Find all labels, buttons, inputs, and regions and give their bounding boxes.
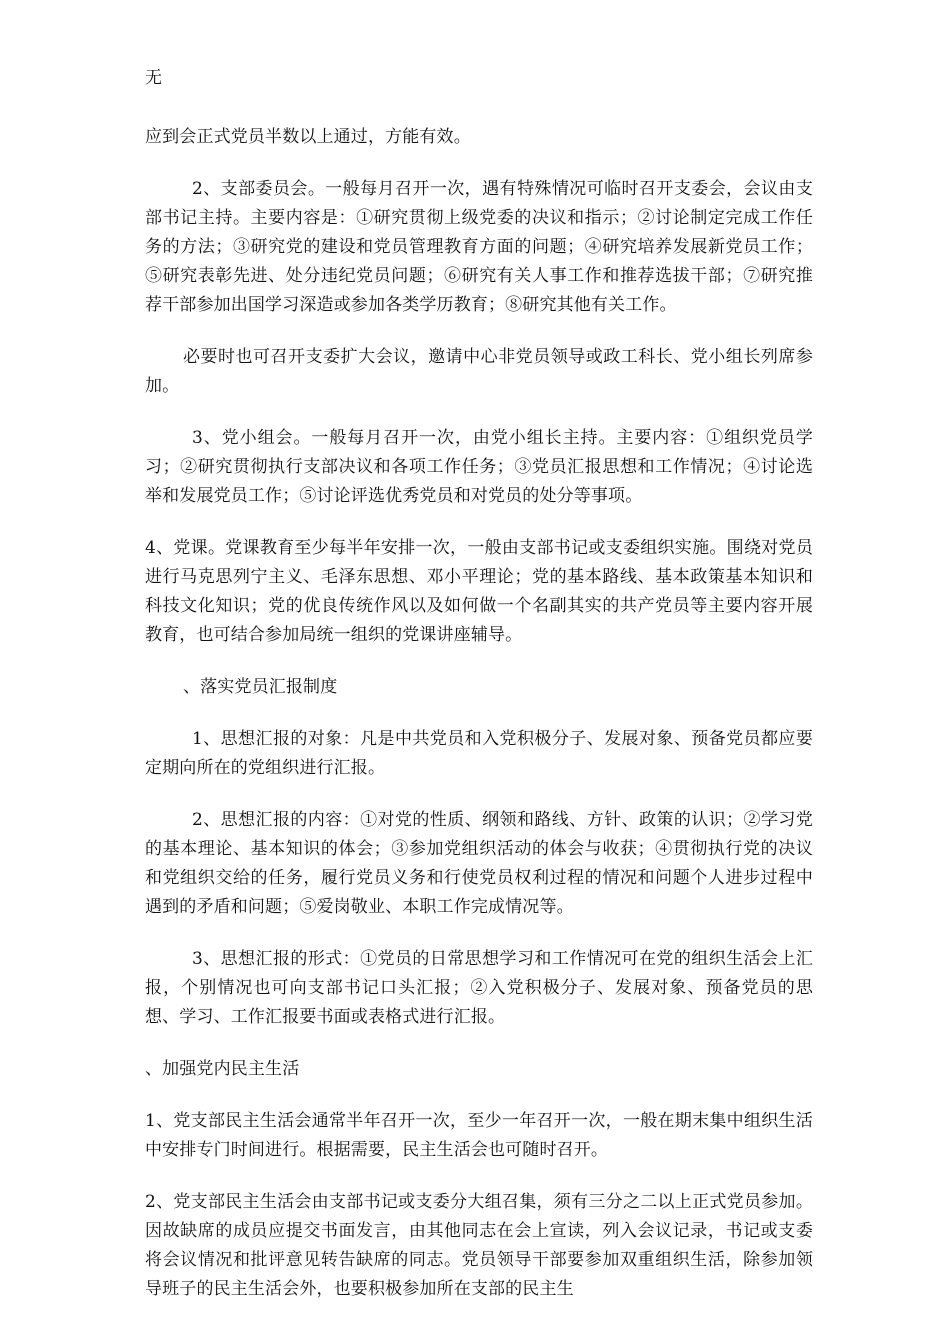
section-heading-report-system: 、落实党员汇报制度 — [183, 677, 338, 697]
paragraph-party-lecture: 4、党课。党课教育至少每半年安排一次，一般由支部书记或支委组织实施。围绕对党员进行马克思列宁主义、毛泽东思想、邓小平理论；党的基本路线、基本政策基本知识和科技文化知识；党的优良传统作风以及如何做一个名副其实的共产党员等主要内容开展教育，也可结合参加局统一组织的党课讲座辅导。 — [145, 538, 813, 645]
paragraph-report-content: 2、思想汇报的内容：①对党的性质、纲领和路线、方针、政策的认识；②学习党的基本理论、基本知识的体会；③参加党组织活动的体会与收获；④贯彻执行党的决议和党组织交给的任务，履行党员义务和行使党员权利过程的情况和问题个人进步过程中遇到的矛盾和问题；⑤爱岗敬业、本职工作完成情况等。 — [145, 810, 813, 917]
page-header-mark: 无 — [145, 68, 162, 88]
paragraph-continuation: 应到会正式党员半数以上通过，方能有效。 — [145, 127, 471, 147]
document-body — [145, 123, 813, 1327]
section-heading-democratic-life: 、加强党内民主生活 — [145, 1059, 300, 1079]
paragraph-enlarged-meeting: 必要时也可召开支委扩大会议，邀请中心非党员领导或政工科长、党小组长列席参加。 — [145, 347, 813, 396]
paragraph-democratic-life-organization: 2、党支部民主生活会由支部书记或支委分大组召集，须有三分之二以上正式党员参加。因故缺席的成员应提交书面发言，由其他同志在会上宣读，列入会议记录，书记或支委将会议情况和批评意见转告缺席的同志。党员领导干部要参加双重组织生活，除参加领导班子的民主生活会外，也要积极参加所在支部的民主生 — [145, 1192, 813, 1299]
paragraph-report-targets: 1、思想汇报的对象：凡是中共党员和入党积极分子、发展对象、预备党员都应要定期向所在的党组织进行汇报。 — [145, 729, 813, 778]
paragraph-report-forms: 3、思想汇报的形式：①党员的日常思想学习和工作情况可在党的组织生活会上汇报，个别情况也可向支部书记口头汇报；②入党积极分子、发展对象、预备党员的思想、学习、工作汇报要书面或表格式进行汇报。 — [145, 949, 813, 1027]
paragraph-party-group-meeting: 3、党小组会。一般每月召开一次，由党小组长主持。主要内容：①组织党员学习；②研究贯彻执行支部决议和各项工作任务；③党员汇报思想和工作情况；④讨论选举和发展党员工作；⑤讨论评选优秀党员和对党员的处分等事项。 — [145, 428, 813, 506]
paragraph-democratic-life-frequency: 1、党支部民主生活会通常半年召开一次，至少一年召开一次，一般在期末集中组织生活中安排专门时间进行。根据需要，民主生活会也可随时召开。 — [145, 1111, 813, 1160]
paragraph-branch-committee: 2、支部委员会。一般每月召开一次，遇有特殊情况可临时召开支委会，会议由支部书记主持。主要内容是：①研究贯彻上级党委的决议和指示；②讨论制定完成工作任务的方法；③研究党的建设和党员管理教育方面的问题；④研究培养发展新党员工作；⑤研究表彰先进、处分违纪党员问题；⑥研究有关人事工作和推荐选拔干部；⑦研究推荐干部参加出国学习深造或参加各类学历教育；⑧研究其他有关工作。 — [145, 179, 813, 315]
